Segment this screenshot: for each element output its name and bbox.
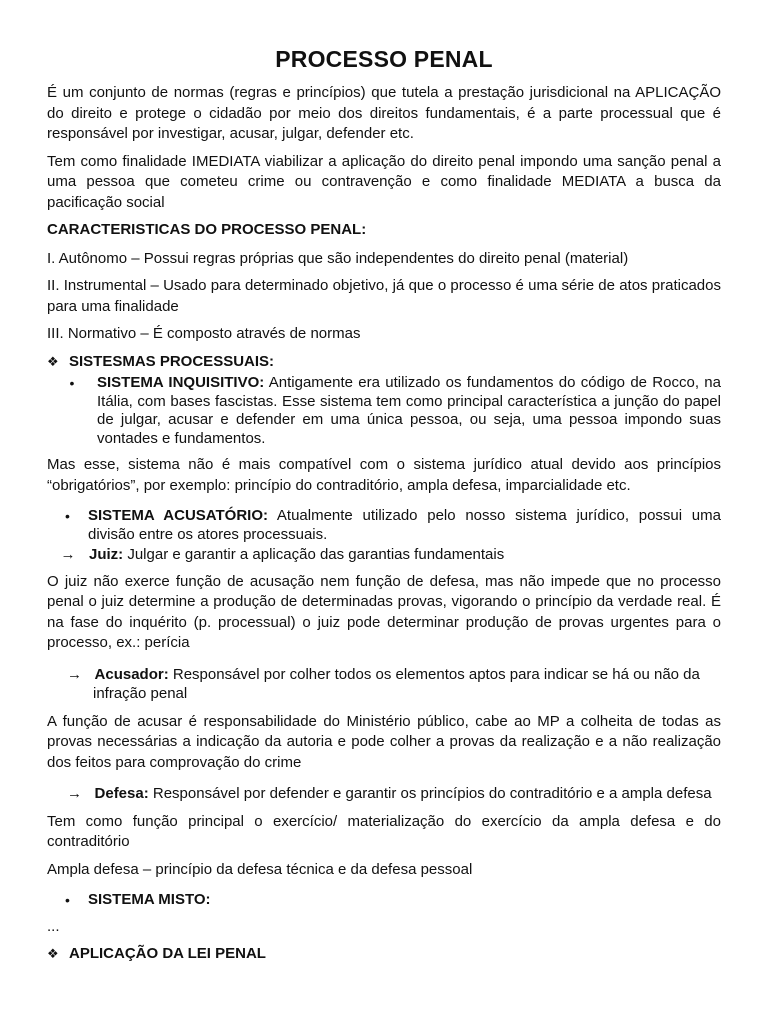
bullet-icon: • — [65, 508, 70, 524]
list-item-misto — [47, 891, 721, 910]
inquisitivo-body: Antigamente era utilizado os fundamentos do código de Rocco, na Itália, com bases fascistas. Esse sistema tem como principal característica a junção do papel de julgar, acusar e defender em uma única pessoa, ou seja, uma pessoa impondo suas vontades e fundamentos. — [97, 374, 721, 447]
paragraph-defesa: Tem como função principal o exercício/ materialização do exercício da ampla defesa e do contraditório — [47, 812, 721, 850]
defesa-body: Responsável por defender e garantir os princípios do contraditório e a ampla defesa — [148, 785, 712, 802]
acusatorio-body: Atualmente utilizado pelo nosso sistema jurídico, possui uma divisão entre os atores processuais. — [88, 507, 721, 543]
acusatorio-label: SISTEMA ACUSATÓRIO: — [88, 507, 268, 524]
sistemas-heading — [47, 352, 721, 373]
acusador-body-2: infração penal — [93, 685, 188, 702]
aplicacao-heading-text: APLICAÇÃO DA LEI PENAL — [69, 945, 266, 962]
bullet-icon: • — [65, 892, 70, 908]
list-item-defesa — [47, 784, 721, 804]
diamond-bullet-icon: ❖ — [47, 353, 59, 369]
caracteristica-item-1: I. Autônomo – Possui regras próprias que são independentes do direito penal (material) — [47, 249, 629, 267]
acusador-body-1: Responsável por colher todos os elementos aptos para indicar se há ou não da — [168, 665, 700, 683]
list-item-inquisitivo — [47, 374, 721, 448]
page-title: PROCESSO PENAL — [275, 46, 493, 72]
ellipsis-text: ... — [47, 917, 60, 935]
defesa-label: Defesa: — [94, 785, 149, 802]
acusatorio-text — [88, 507, 721, 544]
arrow-right-icon: → — [67, 785, 82, 802]
caracteristica-item-3: III. Normativo – É composto através de normas — [47, 325, 361, 342]
acusador-label: Acusador: — [94, 665, 169, 683]
sistemas-heading-text: SISTESMAS PROCESSUAIS: — [69, 352, 275, 370]
paragraph-mas-esse: Mas esse, sistema não é mais compatível com o sistema jurídico atual devido aos princípios “obrigatórios”, por exemplo: princípio do contraditório, ampla defesa, imparcialidade etc. — [47, 456, 721, 494]
paragraph-acusar: A função de acusar é responsabilidade do Ministério público, cabe ao MP a colheita de todas as provas necessárias a indicação da autoria e pode colher a provas da realização e a não realização dos feitos para comprovação do crime — [47, 712, 721, 771]
list-item-juiz — [47, 545, 721, 565]
arrow-right-icon: → — [67, 665, 82, 683]
diamond-bullet-icon: ❖ — [47, 946, 59, 961]
caracteristica-item-2: II. Instrumental – Usado para determinado objetivo, já que o processo é uma série de atos praticados para uma finalidade — [47, 277, 721, 315]
inquisitivo-text — [97, 374, 721, 448]
aplicacao-heading — [47, 944, 721, 965]
intro-paragraph-2: Tem como finalidade IMEDIATA viabilizar a aplicação do direito penal impondo uma sanção penal a uma pessoa que cometeu crime ou contravenção e como finalidade MEDIATA a busca da pacificação social — [47, 152, 721, 211]
arrow-right-icon: → — [60, 546, 76, 563]
misto-label: SISTEMA MISTO: — [88, 891, 211, 908]
juiz-body: Julgar e garantir a aplicação das garantias fundamentais — [123, 546, 505, 563]
intro-paragraph-1: É um conjunto de normas (regras e princípios) que tutela a prestação jurisdicional na APLICAÇÃO do direito e protege o cidadão por meio dos direitos fundamentais, é a parte processual que é responsável por investigar, acusar, julgar, defender etc. — [47, 84, 721, 142]
bullet-icon: • — [69, 375, 75, 391]
list-item-acusador — [47, 665, 721, 704]
inquisitivo-label: SISTEMA INQUISITIVO: — [97, 374, 265, 391]
list-item-acusatorio — [47, 507, 721, 544]
caracteristicas-heading: CARACTERISTICAS DO PROCESSO PENAL: — [47, 221, 367, 238]
paragraph-juiz: O juiz não exerce função de acusação nem função de defesa, mas não impede que no processo penal o juiz determine a produção de determinadas provas, vigorando o princípio da verdade real. É na fase do inquérito (p. processual) o juiz pode determinar produção de provas urgentes para o processo, ex.: perícia — [47, 572, 721, 651]
paragraph-ampla-defesa: Ampla defesa – princípio da defesa técnica e da defesa pessoal — [47, 860, 473, 878]
juiz-label: Juiz: — [89, 546, 124, 563]
